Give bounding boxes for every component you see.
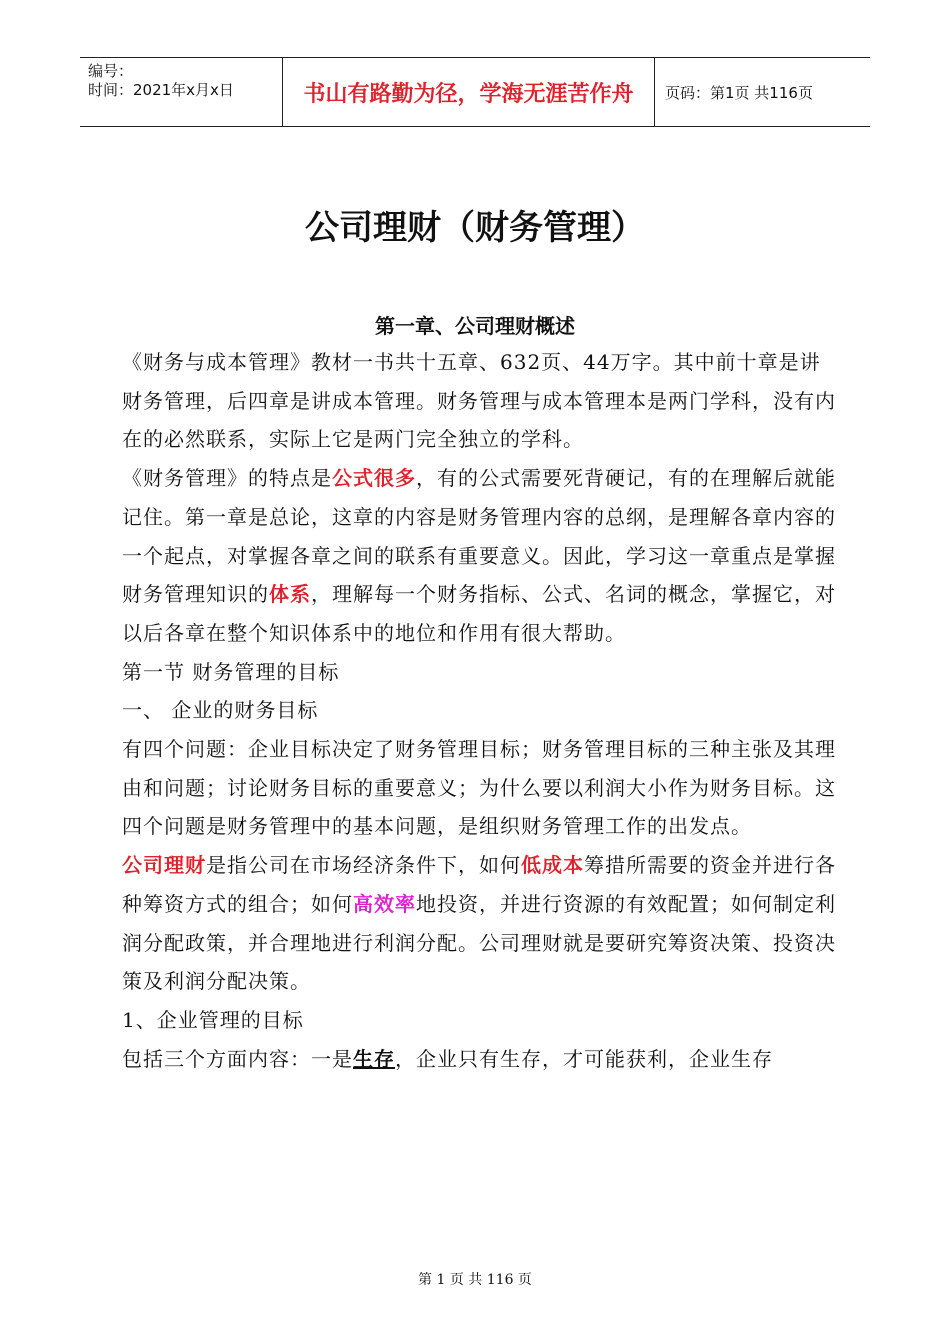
header-motto: 书山有路勤为径，学海无涯苦作舟 [282, 58, 655, 126]
page-footer: 第 1 页 共 116 页 [418, 1272, 532, 1288]
section-heading: 第一节 财务管理的目标 [122, 659, 340, 684]
subsection-heading: 一、 企业的财务目标 [122, 698, 319, 723]
highlight-low-cost: 低成本 [521, 853, 584, 878]
text-run: ，有的公式需要死背硬记，有的在理解后就能记住。第一章是总论，这章的内容是财务管理内容的总纲，是理解各章内容的一个起点，对掌握各章之间的联系有重要意义。因此，学习这一章重点是掌握财务管理知识的 [122, 466, 836, 607]
highlight-efficiency: 高效率 [353, 891, 416, 916]
paragraph-definition [122, 846, 840, 1001]
numbered-heading: 1、企业管理的目标 [122, 1007, 304, 1032]
header-page-info: 页码：第1页 共116页 [665, 83, 813, 102]
text-run: 筹措所需要的资金并进行各种筹资方式的组合；如何 [122, 853, 836, 916]
paragraph-features [122, 459, 840, 653]
highlight-survival: 生存 [353, 1046, 395, 1071]
highlight-system: 体系 [269, 582, 311, 607]
text-run: 《财务管理》的特点是 [122, 466, 332, 491]
paragraph-survival [122, 1040, 840, 1079]
chapter-title: 第一章、公司理财概述 [375, 314, 575, 338]
document-title: 公司理财（财务管理） [305, 208, 645, 248]
paragraph-four-questions: 有四个问题：企业目标决定了财务管理目标；财务管理目标的三种主张及其理由和问题；讨论财务目标的重要意义；为什么要以利润大小作为财务目标。这四个问题是财务管理中的基本问题，是组织财务管理工作的出发点。 [122, 737, 836, 839]
paragraph-intro: 《财务与成本管理》教材一书共十五章、632页、44万字。其中前十章是讲财务管理，后四章是讲成本管理。财务管理与成本管理本是两门学科，没有内在的必然联系，实际上它是两门完全独立的学科。 [122, 350, 836, 452]
text-run: 是指公司在市场经济条件下，如何 [206, 853, 521, 878]
document-body [122, 343, 840, 1078]
text-run: 包括三个方面内容：一是 [122, 1046, 353, 1071]
time-label: 时间：2021年x月x日 [88, 81, 234, 99]
text-run: 地投资，并进行资源的有效配置；如何制定利润分配政策，并合理地进行利润分配。公司理财就是要研究筹资决策、投资决策及利润分配决策。 [122, 891, 836, 994]
highlight-corporate-finance: 公司理财 [122, 853, 206, 878]
header-meta [80, 58, 282, 126]
highlight-formulas: 公式很多 [332, 466, 416, 491]
text-run: ，理解每一个财务指标、公式、名词的概念，掌握它，对以后各章在整个知识体系中的地位和作用有很大帮助。 [122, 582, 836, 645]
page-header [80, 57, 870, 127]
text-run: ，企业只有生存，才可能获利，企业生存 [395, 1046, 773, 1071]
serial-label: 编号： [88, 62, 134, 80]
